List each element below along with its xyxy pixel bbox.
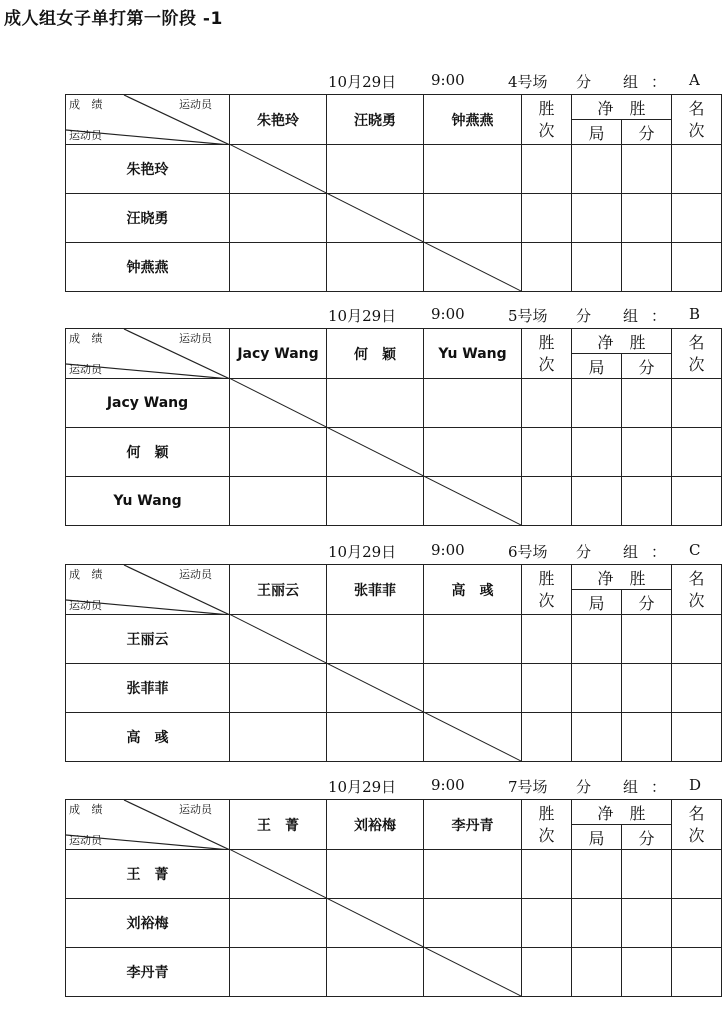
table-row bbox=[66, 899, 722, 948]
row-header-player-3: 钟燕燕 bbox=[66, 243, 230, 292]
wins-cell[interactable] bbox=[522, 477, 572, 526]
court-number: 6号场 bbox=[508, 543, 548, 561]
net-points-cell[interactable] bbox=[622, 713, 672, 762]
match-time: 9:00 bbox=[431, 776, 465, 794]
score-cell[interactable] bbox=[424, 850, 522, 899]
corner-header-cell bbox=[66, 565, 230, 615]
wins-cell[interactable] bbox=[522, 615, 572, 664]
net-games-cell[interactable] bbox=[572, 428, 622, 477]
rank-header bbox=[672, 565, 722, 615]
column-header-player-3: Yu Wang bbox=[424, 329, 522, 379]
net-games-cell[interactable] bbox=[572, 615, 622, 664]
score-cell[interactable] bbox=[327, 243, 424, 292]
score-cell[interactable] bbox=[327, 713, 424, 762]
table-row bbox=[66, 948, 722, 997]
score-table bbox=[65, 94, 722, 292]
net-points-cell[interactable] bbox=[622, 194, 672, 243]
group-info-line bbox=[65, 302, 721, 328]
net-points-header: 分 bbox=[622, 354, 672, 379]
rank-header-line2: 次 bbox=[688, 590, 705, 610]
rank-header-line1: 名 bbox=[688, 332, 705, 352]
column-header-player-3: 高 彧 bbox=[424, 565, 522, 615]
net-games-cell[interactable] bbox=[572, 194, 622, 243]
group-label-fen: 分 bbox=[576, 778, 592, 796]
column-header-player-1: 王 菁 bbox=[230, 800, 327, 850]
rank-cell[interactable] bbox=[672, 477, 722, 526]
group-info-line bbox=[65, 68, 721, 94]
group-label-zu: 组 bbox=[623, 307, 639, 325]
score-cell[interactable] bbox=[327, 477, 424, 526]
net-points-header: 分 bbox=[622, 590, 672, 615]
player-label-top: 运动员 bbox=[179, 332, 212, 345]
wins-header-line2: 次 bbox=[538, 825, 555, 845]
score-cell[interactable] bbox=[230, 477, 327, 526]
player-label-bottom: 运动员 bbox=[69, 834, 102, 847]
corner-header-cell bbox=[66, 95, 230, 145]
corner-header-cell bbox=[66, 800, 230, 850]
rank-cell[interactable] bbox=[672, 145, 722, 194]
column-header-player-2: 张菲菲 bbox=[327, 565, 424, 615]
row-header-player-2: 何 颖 bbox=[66, 428, 230, 477]
column-header-player-3: 钟燕燕 bbox=[424, 95, 522, 145]
net-points-cell[interactable] bbox=[622, 379, 672, 428]
row-header-player-1: Jacy Wang bbox=[66, 379, 230, 428]
wins-header bbox=[522, 329, 572, 379]
score-cell[interactable] bbox=[424, 379, 522, 428]
column-header-player-1: 王丽云 bbox=[230, 565, 327, 615]
net-points-cell[interactable] bbox=[622, 615, 672, 664]
score-cell[interactable] bbox=[424, 713, 522, 762]
rank-cell[interactable] bbox=[672, 428, 722, 477]
score-cell[interactable] bbox=[230, 615, 327, 664]
group-label-colon: ： bbox=[651, 73, 667, 91]
score-cell[interactable] bbox=[424, 194, 522, 243]
score-cell[interactable] bbox=[424, 615, 522, 664]
score-cell[interactable] bbox=[424, 243, 522, 292]
rank-cell[interactable] bbox=[672, 850, 722, 899]
player-label-bottom: 运动员 bbox=[69, 599, 102, 612]
score-cell[interactable] bbox=[424, 664, 522, 713]
court-number: 5号场 bbox=[508, 307, 548, 325]
court-number: 7号场 bbox=[508, 778, 548, 796]
row-header-player-2: 张菲菲 bbox=[66, 664, 230, 713]
wins-cell[interactable] bbox=[522, 713, 572, 762]
rank-header bbox=[672, 95, 722, 145]
wins-cell[interactable] bbox=[522, 428, 572, 477]
wins-header-line1: 胜 bbox=[538, 803, 555, 823]
rank-cell[interactable] bbox=[672, 664, 722, 713]
net-win-header: 净 胜 bbox=[572, 565, 672, 590]
wins-cell[interactable] bbox=[522, 243, 572, 292]
player-label-top: 运动员 bbox=[179, 568, 212, 581]
wins-header-line2: 次 bbox=[538, 120, 555, 140]
score-cell[interactable] bbox=[230, 379, 327, 428]
row-header-player-3: 高 彧 bbox=[66, 713, 230, 762]
score-cell[interactable] bbox=[327, 850, 424, 899]
score-cell[interactable] bbox=[230, 899, 327, 948]
rank-header-line2: 次 bbox=[688, 354, 705, 374]
score-cell[interactable] bbox=[230, 948, 327, 997]
net-points-cell[interactable] bbox=[622, 477, 672, 526]
net-games-cell[interactable] bbox=[572, 899, 622, 948]
net-points-cell[interactable] bbox=[622, 428, 672, 477]
net-points-cell[interactable] bbox=[622, 664, 672, 713]
row-header-player-2: 刘裕梅 bbox=[66, 899, 230, 948]
group-label-zu: 组 bbox=[623, 543, 639, 561]
net-win-header: 净 胜 bbox=[572, 800, 672, 825]
score-cell[interactable] bbox=[230, 194, 327, 243]
rank-header-line1: 名 bbox=[688, 803, 705, 823]
group-c bbox=[65, 538, 721, 778]
net-games-header: 局 bbox=[572, 354, 622, 379]
group-label-fen: 分 bbox=[576, 543, 592, 561]
table-row bbox=[66, 379, 722, 428]
net-games-cell[interactable] bbox=[572, 145, 622, 194]
score-cell[interactable] bbox=[230, 145, 327, 194]
score-cell[interactable] bbox=[230, 850, 327, 899]
net-points-header: 分 bbox=[622, 825, 672, 850]
net-games-header: 局 bbox=[572, 825, 622, 850]
row-header-player-3: 李丹青 bbox=[66, 948, 230, 997]
wins-cell[interactable] bbox=[522, 850, 572, 899]
table-row bbox=[66, 477, 722, 526]
row-header-player-1: 王丽云 bbox=[66, 615, 230, 664]
column-header-player-1: Jacy Wang bbox=[230, 329, 327, 379]
net-games-cell[interactable] bbox=[572, 379, 622, 428]
score-cell[interactable] bbox=[230, 713, 327, 762]
net-games-cell[interactable] bbox=[572, 948, 622, 997]
wins-cell[interactable] bbox=[522, 899, 572, 948]
group-info-line bbox=[65, 538, 721, 564]
wins-cell[interactable] bbox=[522, 948, 572, 997]
score-cell[interactable] bbox=[230, 243, 327, 292]
score-cell[interactable] bbox=[424, 428, 522, 477]
net-points-header: 分 bbox=[622, 120, 672, 145]
table-row bbox=[66, 145, 722, 194]
rank-header-line1: 名 bbox=[688, 568, 705, 588]
score-cell[interactable] bbox=[230, 664, 327, 713]
rank-cell[interactable] bbox=[672, 713, 722, 762]
score-table bbox=[65, 328, 722, 526]
row-header-player-1: 朱艳玲 bbox=[66, 145, 230, 194]
score-cell[interactable] bbox=[327, 948, 424, 997]
court-number: 4号场 bbox=[508, 73, 548, 91]
net-games-cell[interactable] bbox=[572, 477, 622, 526]
rank-cell[interactable] bbox=[672, 899, 722, 948]
column-header-player-3: 李丹青 bbox=[424, 800, 522, 850]
net-points-cell[interactable] bbox=[622, 243, 672, 292]
rank-header bbox=[672, 800, 722, 850]
group-letter: B bbox=[689, 305, 701, 323]
row-header-player-2: 汪晓勇 bbox=[66, 194, 230, 243]
column-header-player-1: 朱艳玲 bbox=[230, 95, 327, 145]
net-games-header: 局 bbox=[572, 120, 622, 145]
match-time: 9:00 bbox=[431, 541, 465, 559]
group-label-colon: ： bbox=[651, 307, 667, 325]
score-cell[interactable] bbox=[327, 379, 424, 428]
net-games-cell[interactable] bbox=[572, 243, 622, 292]
group-label-fen: 分 bbox=[576, 73, 592, 91]
wins-header bbox=[522, 95, 572, 145]
group-d bbox=[65, 773, 721, 1013]
group-label-fen: 分 bbox=[576, 307, 592, 325]
net-games-cell[interactable] bbox=[572, 850, 622, 899]
column-header-player-2: 何 颖 bbox=[327, 329, 424, 379]
wins-cell[interactable] bbox=[522, 664, 572, 713]
match-date: 10月29日 bbox=[328, 73, 397, 91]
net-points-cell[interactable] bbox=[622, 850, 672, 899]
rank-cell[interactable] bbox=[672, 615, 722, 664]
page-title: 成人组女子单打第一阶段 -1 bbox=[4, 9, 223, 29]
net-games-cell[interactable] bbox=[572, 713, 622, 762]
player-label-top: 运动员 bbox=[179, 803, 212, 816]
score-table bbox=[65, 799, 722, 997]
wins-header-line2: 次 bbox=[538, 354, 555, 374]
rank-cell[interactable] bbox=[672, 194, 722, 243]
wins-header-line1: 胜 bbox=[538, 98, 555, 118]
score-cell[interactable] bbox=[424, 145, 522, 194]
match-date: 10月29日 bbox=[328, 778, 397, 796]
score-cell[interactable] bbox=[327, 428, 424, 477]
wins-cell[interactable] bbox=[522, 145, 572, 194]
score-cell[interactable] bbox=[327, 194, 424, 243]
rank-header bbox=[672, 329, 722, 379]
rank-cell[interactable] bbox=[672, 379, 722, 428]
score-label: 成 绩 bbox=[69, 803, 107, 816]
rank-cell[interactable] bbox=[672, 243, 722, 292]
match-date: 10月29日 bbox=[328, 307, 397, 325]
row-header-player-3: Yu Wang bbox=[66, 477, 230, 526]
rank-header-line2: 次 bbox=[688, 825, 705, 845]
wins-cell[interactable] bbox=[522, 194, 572, 243]
score-cell[interactable] bbox=[327, 615, 424, 664]
table-row bbox=[66, 194, 722, 243]
match-date: 10月29日 bbox=[328, 543, 397, 561]
group-letter: C bbox=[689, 541, 701, 559]
net-points-cell[interactable] bbox=[622, 145, 672, 194]
wins-header bbox=[522, 565, 572, 615]
group-letter: A bbox=[689, 71, 700, 89]
net-games-header: 局 bbox=[572, 590, 622, 615]
player-label-bottom: 运动员 bbox=[69, 363, 102, 376]
table-row bbox=[66, 243, 722, 292]
group-a bbox=[65, 68, 721, 308]
score-label: 成 绩 bbox=[69, 332, 107, 345]
table-row bbox=[66, 664, 722, 713]
net-points-cell[interactable] bbox=[622, 948, 672, 997]
group-info-line bbox=[65, 773, 721, 799]
match-time: 9:00 bbox=[431, 305, 465, 323]
wins-header-line1: 胜 bbox=[538, 568, 555, 588]
score-table bbox=[65, 564, 722, 762]
group-label-zu: 组 bbox=[623, 73, 639, 91]
table-row bbox=[66, 713, 722, 762]
score-label: 成 绩 bbox=[69, 98, 107, 111]
group-label-zu: 组 bbox=[623, 778, 639, 796]
score-label: 成 绩 bbox=[69, 568, 107, 581]
net-win-header: 净 胜 bbox=[572, 95, 672, 120]
wins-header-line1: 胜 bbox=[538, 332, 555, 352]
player-label-top: 运动员 bbox=[179, 98, 212, 111]
column-header-player-2: 汪晓勇 bbox=[327, 95, 424, 145]
score-cell[interactable] bbox=[327, 899, 424, 948]
group-letter: D bbox=[689, 776, 702, 794]
rank-header-line2: 次 bbox=[688, 120, 705, 140]
wins-cell[interactable] bbox=[522, 379, 572, 428]
column-header-player-2: 刘裕梅 bbox=[327, 800, 424, 850]
match-time: 9:00 bbox=[431, 71, 465, 89]
group-label-colon: ： bbox=[651, 543, 667, 561]
corner-header-cell bbox=[66, 329, 230, 379]
score-cell[interactable] bbox=[424, 899, 522, 948]
wins-header bbox=[522, 800, 572, 850]
group-label-colon: ： bbox=[651, 778, 667, 796]
score-cell[interactable] bbox=[327, 664, 424, 713]
net-games-cell[interactable] bbox=[572, 664, 622, 713]
player-label-bottom: 运动员 bbox=[69, 129, 102, 142]
table-row bbox=[66, 615, 722, 664]
wins-header-line2: 次 bbox=[538, 590, 555, 610]
score-cell[interactable] bbox=[327, 145, 424, 194]
rank-cell[interactable] bbox=[672, 948, 722, 997]
score-cell[interactable] bbox=[424, 477, 522, 526]
table-row bbox=[66, 850, 722, 899]
rank-header-line1: 名 bbox=[688, 98, 705, 118]
net-points-cell[interactable] bbox=[622, 899, 672, 948]
row-header-player-1: 王 菁 bbox=[66, 850, 230, 899]
score-cell[interactable] bbox=[424, 948, 522, 997]
score-cell[interactable] bbox=[230, 428, 327, 477]
group-b bbox=[65, 302, 721, 542]
net-win-header: 净 胜 bbox=[572, 329, 672, 354]
table-row bbox=[66, 428, 722, 477]
